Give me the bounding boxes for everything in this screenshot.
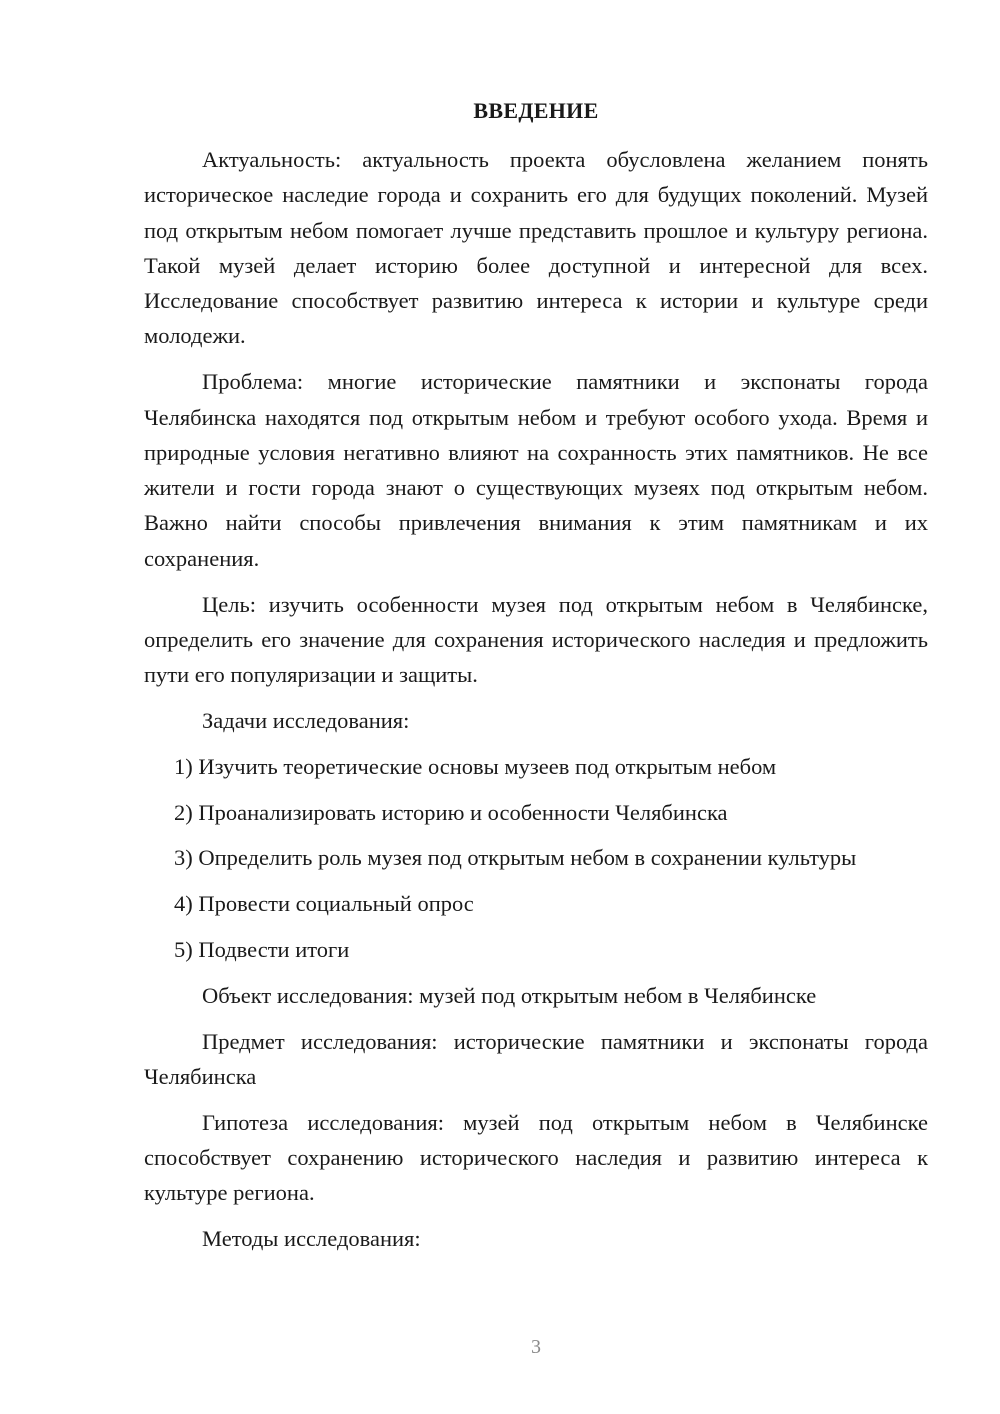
problem-paragraph: Проблема: многие исторические памятники и экспонаты города Челябинска находятся под открытым небом и требуют особого ухода. Время и природные условия негативно влияют на сохранность этих памятников. Не все жители и гости города знают о существующих музеях под открытым небом. Важно найти способы привлечения внимания к этим памятникам и их сохранения. (144, 369, 928, 571)
relevance-paragraph: Актуальность: актуальность проекта обусловлена желанием понять историческое наследие города и сохранить его для будущих поколений. Музей под открытым небом помогает лучше представить прошлое и культуру региона. Такой музей делает историю более доступной и интересной для всех. Исследование способствует развитию интереса к истории и культуре среди молодежи. (144, 147, 928, 349)
task-item-1: 1) Изучить теоретические основы музеев под открытым небом (174, 753, 777, 779)
section-title: ВВЕДЕНИЕ (473, 98, 599, 123)
page-number: 3 (531, 1336, 541, 1358)
document-body (144, 142, 928, 1256)
tasks-heading: Задачи исследования: (202, 707, 410, 733)
goal-paragraph: Цель: изучить особенности музея под открытым небом в Челябинске, определить его значение для сохранения исторического наследия и предложить пути его популяризации и защиты. (144, 591, 928, 688)
methods-heading: Методы исследования: (202, 1226, 421, 1252)
object-paragraph: Объект исследования: музей под открытым небом в Челябинске (202, 982, 817, 1008)
hypothesis-paragraph: Гипотеза исследования: музей под открытым небом в Челябинске способствует сохранению исторического наследия и развитию интереса к культуре региона. (144, 1109, 928, 1206)
task-item-5: 5) Подвести итоги (174, 936, 350, 962)
task-item-4: 4) Провести социальный опрос (174, 891, 474, 917)
subject-paragraph: Предмет исследования: исторические памятники и экспонаты города Челябинска (144, 1028, 928, 1089)
task-item-3: 3) Определить роль музея под открытым небом в сохранении культуры (174, 845, 857, 871)
task-item-2: 2) Проанализировать историю и особенности Челябинска (174, 799, 728, 825)
